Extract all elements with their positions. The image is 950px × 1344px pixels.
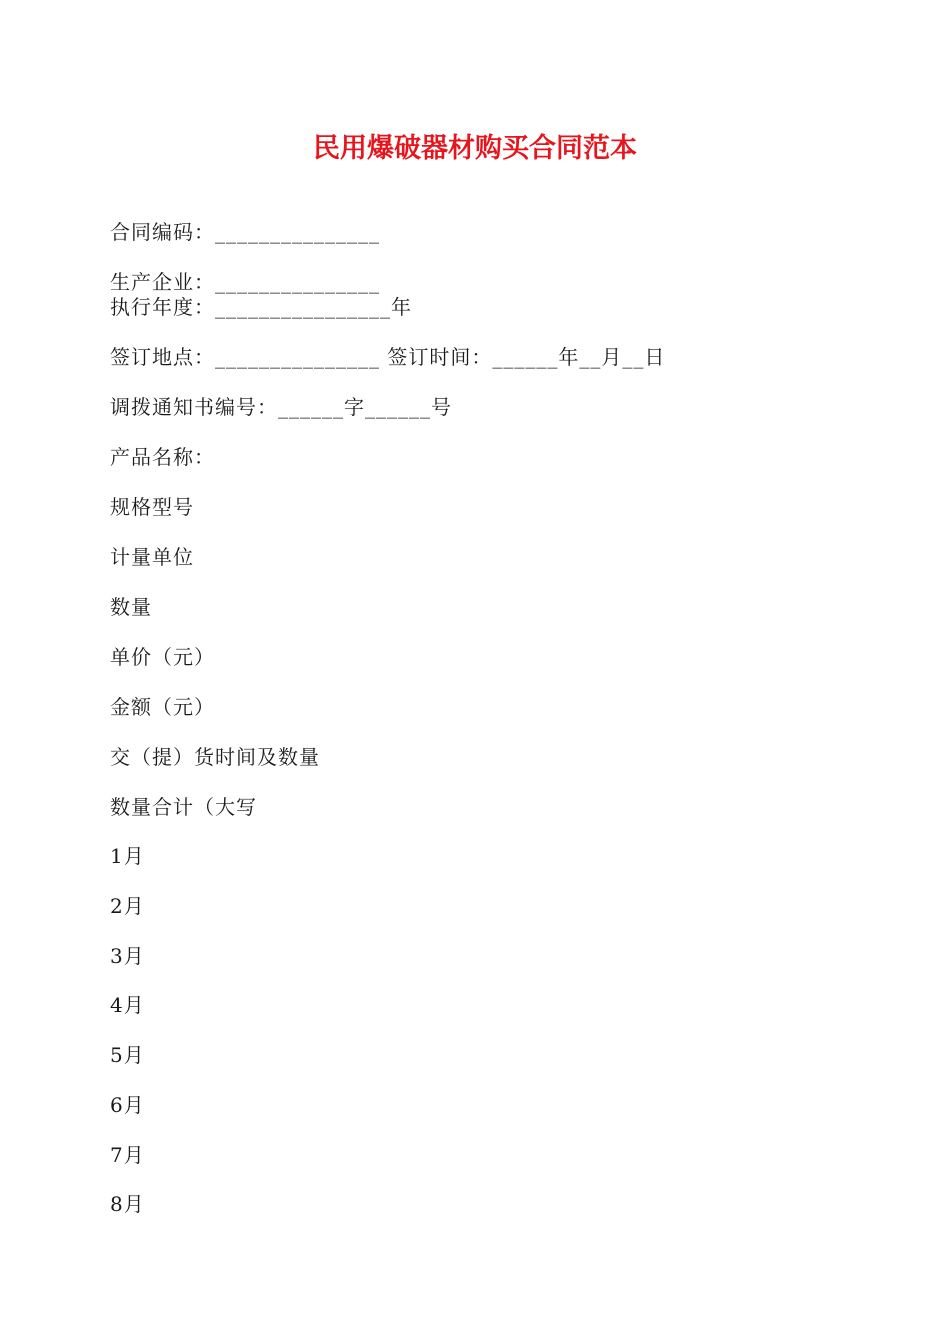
spec-model-line: 规格型号 xyxy=(110,495,194,519)
allot-notice-line: 调拨通知书编号：______字______号 xyxy=(110,395,452,419)
month-line: 4月 xyxy=(110,993,145,1017)
month-line: 3月 xyxy=(110,944,145,968)
month-line: 5月 xyxy=(110,1043,145,1067)
total-qty-line: 数量合计（大写 xyxy=(110,795,257,819)
month-line: 1月 xyxy=(110,844,145,868)
month-line: 8月 xyxy=(110,1192,145,1216)
producer-line: 生产企业：_______________ xyxy=(110,270,380,294)
quantity-line: 数量 xyxy=(110,595,152,619)
exec-year-line: 执行年度：________________年 xyxy=(110,295,412,319)
amount-line: 金额（元） xyxy=(110,695,215,719)
unit-line: 计量单位 xyxy=(110,545,194,569)
contract-no-line: 合同编码：_______________ xyxy=(110,220,380,244)
month-line: 6月 xyxy=(110,1093,145,1117)
document-title: 民用爆破器材购买合同范本 xyxy=(313,133,637,164)
month-line: 7月 xyxy=(110,1143,145,1167)
product-name-line: 产品名称： xyxy=(110,445,215,469)
delivery-line: 交（提）货时间及数量 xyxy=(110,745,320,769)
unit-price-line: 单价（元） xyxy=(110,645,215,669)
sign-place-time-line: 签订地点：_______________ 签订时间：______年__月__日 xyxy=(110,345,666,369)
month-line: 2月 xyxy=(110,894,145,918)
